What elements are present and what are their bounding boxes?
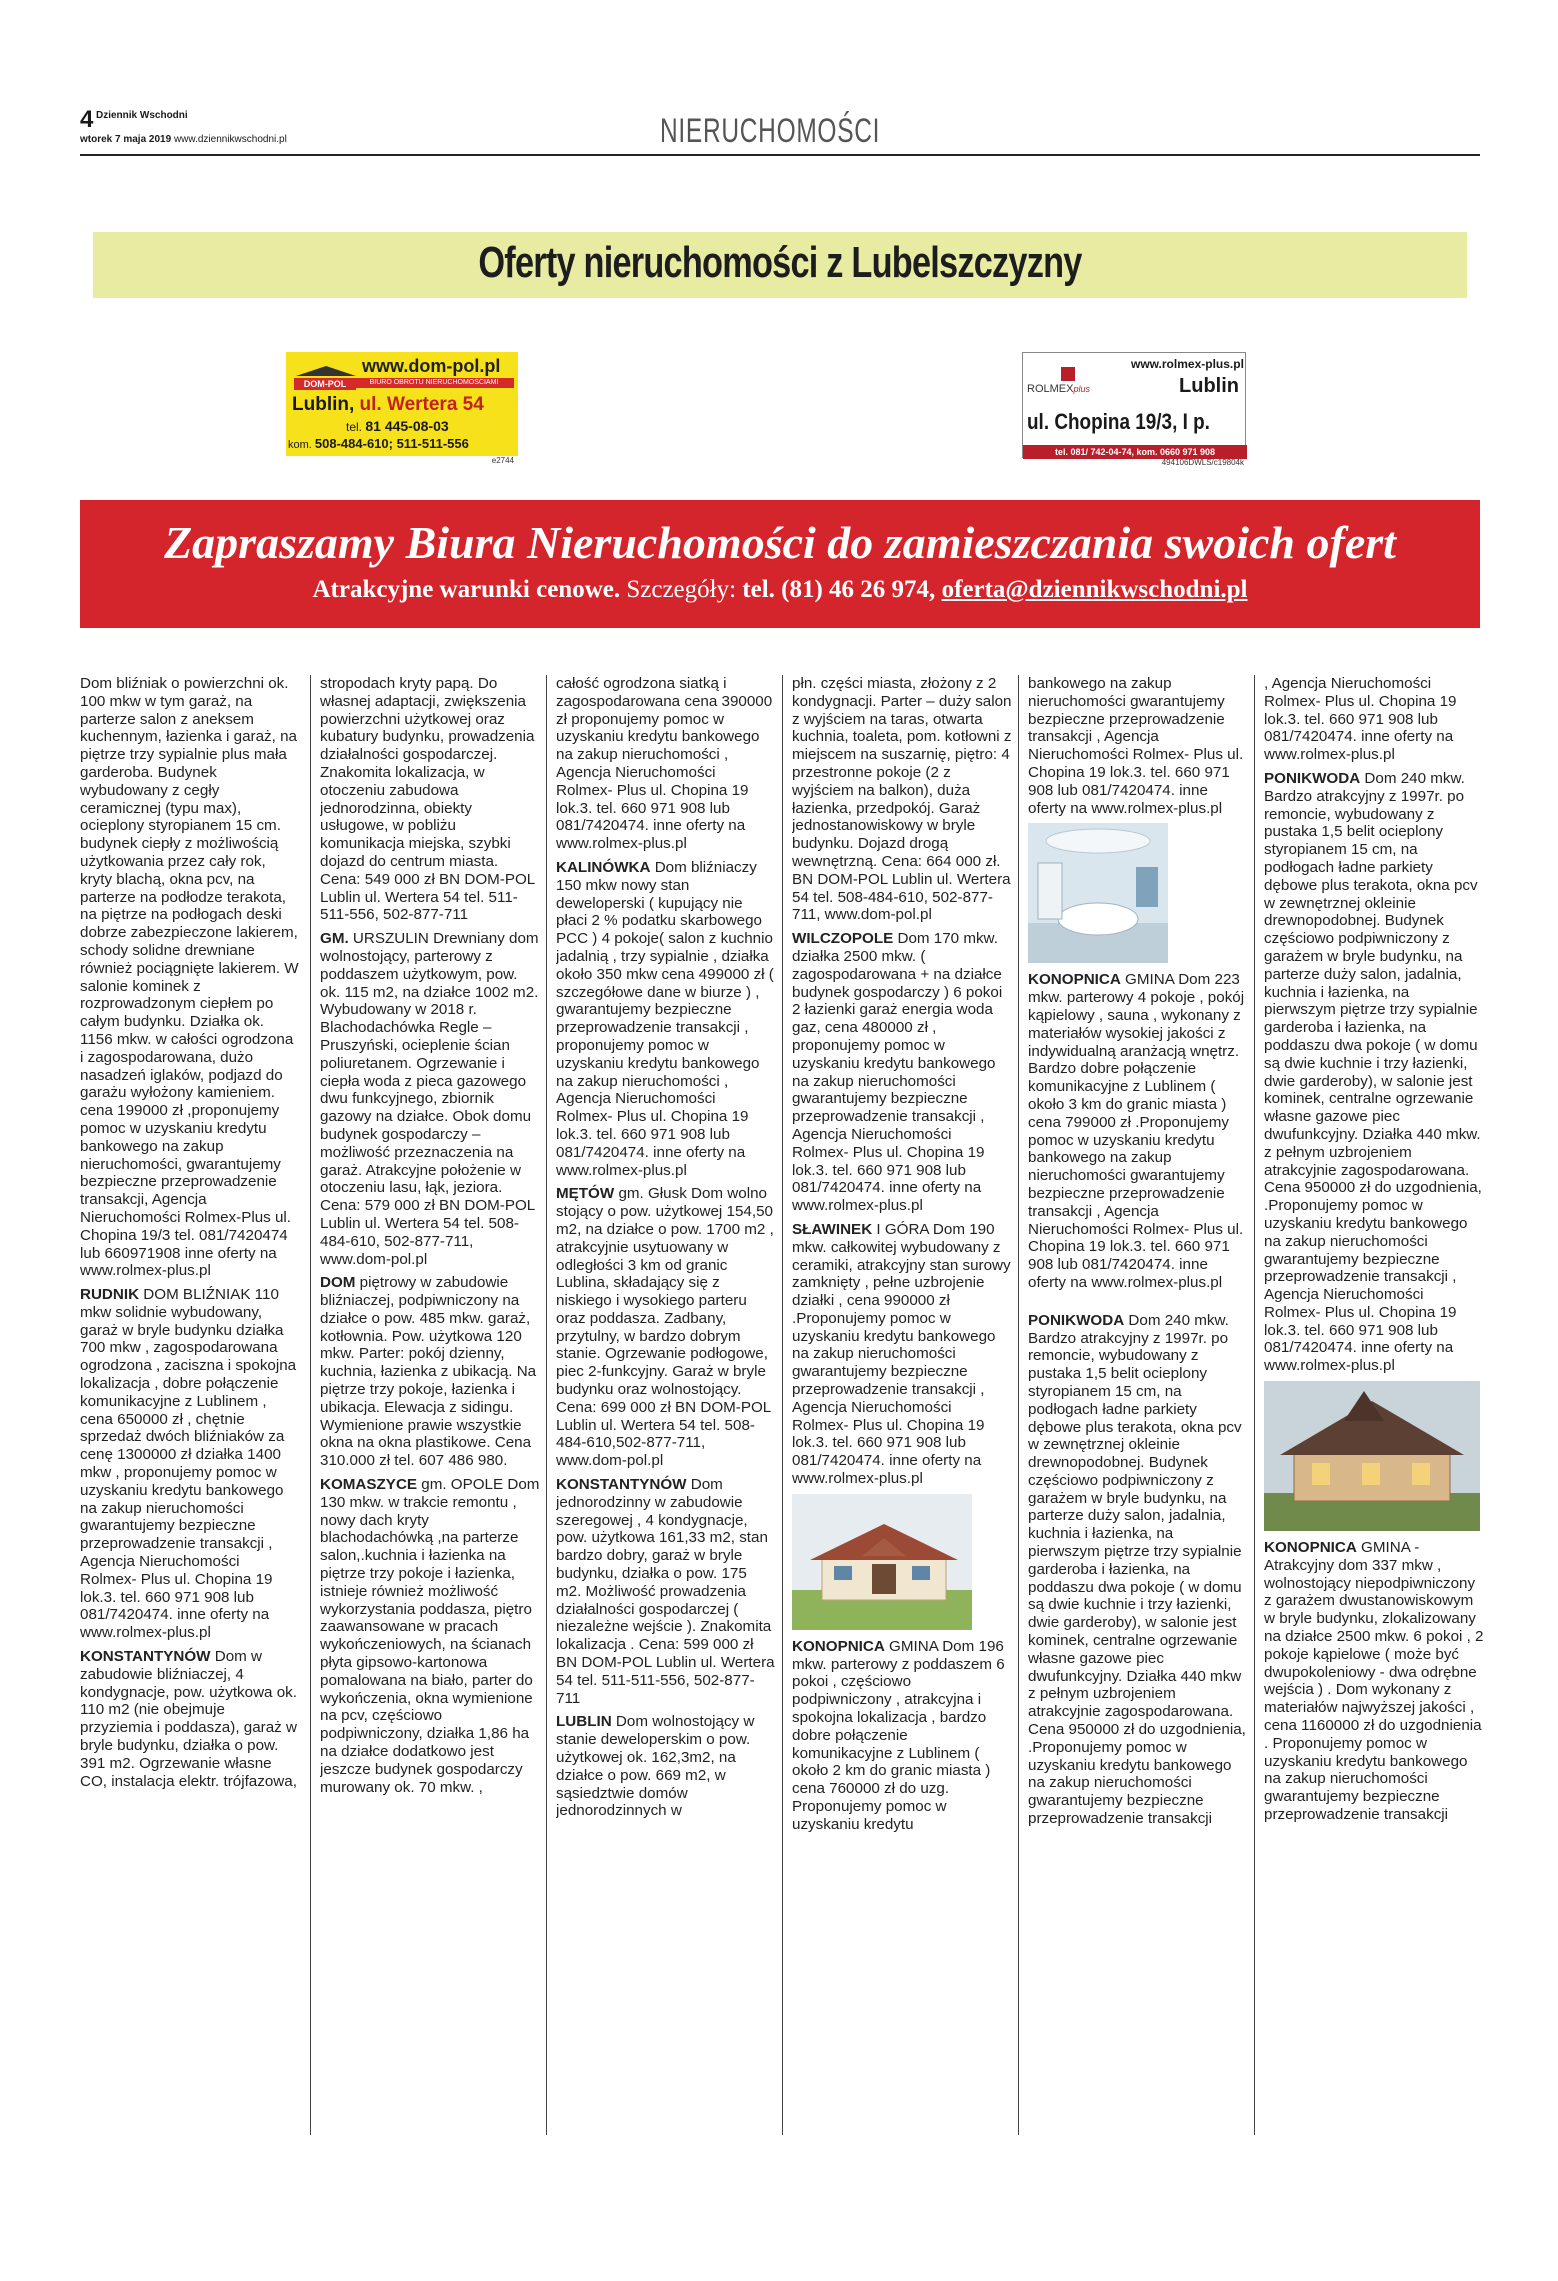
site-link[interactable]: www.dziennikwschodni.pl [173,134,287,145]
photo-house-window [834,1566,852,1580]
rolmex-brand-suffix: plus [1073,384,1090,394]
villa-photo [1264,1381,1480,1531]
listing-location: MĘTÓW [556,1185,615,1203]
listing-location: LUBLIN [556,1713,612,1731]
listing-text: Dom wolnostojący w stanie deweloperskim o pow. użytkowej ok. 162,3m2, na działce o pow. 669 m2, w sąsiedztwie domów jednorodzinnych w [556,1713,755,1820]
photo-window [1136,867,1158,907]
listing-location: KONSTANTYNÓW [80,1648,211,1666]
header-divider [80,154,1480,156]
listing-location: PONIKWODA [1264,769,1361,787]
title-band [93,232,1467,298]
photo-shower [1038,863,1062,919]
listing [320,675,540,924]
listing-text: , Agencja Nieruchomości Rolmex- Plus ul. Chopina 19 lok.3. tel. 660 971 908 lub 081/7420474. inne oferty na www.rolmex-plus.pl [1264,675,1457,764]
listing [792,930,1012,1215]
listing-location: KONOPNICA [792,1637,885,1655]
rolmex-street: ul. Chopina 19/3, I p. [1027,409,1210,434]
dompol-kom [288,436,469,451]
dompol-url[interactable]: www.dom-pol.pl [362,356,501,376]
column-2 [320,675,540,2135]
column-divider [782,675,783,2135]
promo-banner [80,500,1480,628]
rolmex-ad-code: 494106DWLS/c19804k [1161,458,1244,467]
column-3 [556,675,776,2135]
column-divider [1254,675,1255,2135]
listing-text: Dom 240 mkw. Bardzo atrakcyjny z 1997r. po remoncie, wybudowany z pustaka 1,5 belit ocieplony styropianem 15 cm, na podłogach ładne parkiety dębowe plus terakota, okna pcv w zewnętrznej okleinie drewnopodobnej. Budynek częściowo podpiwniczony z garażem w bryle budynku, na parterze duży salon, jadalnia, kuchnia i łazienka, na pierwszym piętrze trzy sypialnie garderoba i łazienka, na poddaszu dwa pokoje ( w domu są dwie kuchnie i trzy łazienki, dwie garderoby), w salonie jest kominek, centralne ogrzewanie własne gazowe piec dwufunkcyjny. Działka 440 mkw. z pełnym uzbrojeniem atrakcyjnie zagospodarowana. Cena 950000 zł do uzgodnienia, .Proponujemy pomoc w uzyskaniu kredytu bankowego na zakup nieruchomości gwarantujemy bezpieczne przeprowadzenie transakcji , Agencja Nieruchomości Rolmex- Plus ul. Chopina 19 lok.3. tel. 660 971 908 lub 081/7420474. inne oferty na www.rolmex-plus.pl [1264,769,1482,1375]
dompol-tel-number: 81 445-08-03 [365,418,449,434]
dompol-tel [346,418,449,434]
listing [792,1221,1012,1488]
listing [320,930,540,1268]
listing-text: URSZULIN Drewniany dom wolnostojący, parterowy z poddaszem użytkowym, pow. ok. 115 m2, na działce 1002 m2. Wybudowany w 2018 r. Blachodachówka Regle – Pruszyński, ocieplenie ścian poliuretanem. Ogrzewanie i ciepła woda z pieca gazowego dwu funkcyjnego, zbiornik gazowy na działce. Obok domu budynek gospodarczy – możliwość przeznaczenia na garaż. Atrakcyjne położenie w otoczeniu lasu, łąk, jeziora. Cena: 579 000 zł BN DOM-POL Lublin ul. Wertera 54 tel. 508-484-610, 502-877-711, www.dom-pol.pl [320,930,539,1268]
listing-location: KONOPNICA [1264,1539,1357,1557]
column-6 [1264,675,1484,2135]
listing-text: płn. części miasta, złożony z 2 kondygnacji. Parter – duży salon z wyjściem na taras, otwarta kuchnia, toaleta, pom. kotłowni z miejscem na suszarnię, piętro: 4 przestronne pokoje (2 z wyjściem na balkon), duża łazienka, przedpokój. Garaż jednostanowiskowy w bryle budynku. Dojazd drogą wewnętrzną. Cena: 664 000 zł. BN DOM-POL Lublin ul. Wertera 54 tel. 508-484-610, 502-877-711, www.dom-pol.pl [792,675,1012,924]
column-divider [1018,675,1019,2135]
photo-villa-window [1362,1463,1380,1485]
listing [1028,1312,1248,1828]
listing [556,859,776,1179]
banner-subline [80,576,1480,604]
ad-dompol-box [286,352,518,456]
listing [1028,971,1248,1291]
date-text: wtorek 7 maja 2019 [80,134,172,145]
photo-house-door [872,1564,896,1594]
listing-text: Dom 170 mkw. działka 2500 mkw. ( zagospodarowana + na działce budynek gospodarczy ) 6 pokoi 2 łazienki garaż energia woda gaz, cena 480000 zł , proponujemy pomoc w uzyskaniu kredytu bankowego na zakup nieruchomości gwarantujemy bezpieczne przeprowadzenie transakcji , Agencja Nieruchomości Rolmex- Plus ul. Chopina 19 lok.3. tel. 660 971 908 lub 081/7420474. inne oferty na www.rolmex-plus.pl [792,930,1003,1215]
listing [556,675,776,853]
photo-ceiling-light [1046,829,1150,853]
listing-location: KONSTANTYNÓW [556,1476,687,1494]
listing [792,1638,1012,1834]
rolmex-contact-bar: tel. 081/ 742-04-74, kom. 0660 971 908 [1023,445,1247,459]
listing-text: bankowego na zakup nieruchomości gwarantujemy bezpieczne przeprowadzenie transakcji , Agencja Nieruchomości Rolmex- Plus ul. Chopina 19 lok.3. tel. 660 971 908 lub 081/7420474. inne oferty na www.rolmex-plus.pl [1028,675,1244,817]
listing [80,1648,300,1790]
listing-location: RUDNIK [80,1286,140,1304]
listing-location: KOMASZYCE [320,1476,418,1494]
listing [320,1274,540,1470]
listing-location: GM. [320,930,349,948]
listing-text: Dom w zabudowie bliźniaczej, 4 kondygnacje, pow. użytkowa ok. 110 m2 (nie obejmuje przyziemia i poddasza), garaż w bryle budynku, działka o pow. 391 m2. Ogrzewanie własne CO, instalacja elektr. trójfazowa, [80,1648,297,1790]
dompol-kom-number: 508-484-610; 511-511-556 [314,436,469,451]
listing [1264,1539,1484,1824]
issue-date [80,134,287,146]
listing-text: Dom bliźniak o powierzchni ok. 100 mkw w tym garaż, na parterze salon z aneksem kuchennym, łazienka i garaż, na piętrze trzy sypialnie plus mała garderoba. Budynek wybudowany z cegły ceramicznej (typu max), ocieplony styropianem 15 cm. budynek ciepły z możliwością użytkowania przez cały rok, kryty blachą, okna pcv, na parterze na podłodze terakota, na piętrze na podłogach deski dobrze zabezpieczone lakierem, schody solidne drewniane również pociągnięte lakierem. W salonie kominek z rozprowadzonym ciepłem po całym budynku. Działka ok. 1156 mkw. w całości ogrodzona i zagospodarowana, dużo nasadzeń iglaków, podjazd do garażu wyłożony kamieniem. cena 199000 zł ,proponujemy pomoc w uzyskaniu kredytu bankowego na zakup nieruchomości, gwarantujemy bezpieczne przeprowadzenie transakcji, Agencja Nieruchomości Rolmex-Plus ul. Chopina 19/3 tel. 081/7420474 lub 660971908 inne oferty na www.rolmex-plus.pl [80,675,299,1280]
listing [556,1476,776,1707]
listing [320,1476,540,1796]
listing-text: gm. OPOLE Dom 130 mkw. w trakcie remontu , nowy dach kryty blachodachówką ,na parterze salon,.kuchnia i łazienka na piętrze trzy pokoje i łazienka, istnieje również możliwość wykorzystania poddasza, piętro zaawansowane w pracach wykończeniowych, na ścianach płyta gipsowo-kartonowa pomalowana na biało, parter do wykończenia, okna wymienione na pcv, częściowo podpiwniczony, działka 1,86 ha na działce dodatkowo jest jeszcze budynek gospodarczy murowany ok. 70 mkw. , [320,1476,540,1796]
ad-dompol[interactable] [286,352,518,465]
listing [80,675,300,1280]
listing-text: stropodach kryty papą. Do własnej adaptacji, zwiększenia powierzchni użytkowej oraz kubatury budynku, prowadzenia działalności gospodarczej. Znakomita lokalizacja, w otoczeniu zabudowa jednorodzinna, obiekty usługowe, w pobliżu komunikacja miejska, szybki dojazd do centrum miasta. Cena: 549 000 zł BN DOM-POL Lublin ul. Wertera 54 tel. 511-511-556, 502-877-711 [320,675,535,924]
listing-text: całość ogrodzona siatką i zagospodarowana cena 390000 zł proponujemy pomoc w uzyskaniu kredytu bankowego na zakup nieruchomości , Agencja Nieruchomości Rolmex- Plus ul. Chopina 19 lok.3. tel. 660 971 908 lub 081/7420474. inne oferty na www.rolmex-plus.pl [556,675,773,853]
listing-text: piętrowy w zabudowie bliźniaczej, podpiwniczony na działce o pow. 485 mkw. garaż, kotłownia. Pow. użytkowa 120 mkw. Parter: pokój dzienny, kuchnia, łazienka z ubikacją. Na piętrze trzy pokoje, łazienka i ubikacja. Elewacja z sidingu. Wymienione prawie wszystkie okna na okna plastikowe. Cena 310.000 zł tel. 607 486 980. [320,1274,537,1470]
dompol-tagline: BIURO OBROTU NIERUCHOMOŚCIAMI [354,378,514,388]
photo-house-window [912,1566,930,1580]
dompol-ad-code: e2744 [491,456,514,465]
banner-terms: Atrakcyjne warunki cenowe. [312,576,621,603]
column-1 [80,675,300,2135]
banner-email[interactable]: oferta@dziennikwschodni.pl [941,576,1248,603]
listing-location: PONIKWODA [1028,1311,1125,1329]
listings-columns [80,675,1484,2135]
listing [792,675,1012,924]
listing-location: KALINÓWKA [556,858,651,876]
listing [556,1185,776,1470]
listing-text: gm. Głusk Dom wolno stojący o pow. użytkowej 154,50 m2, na działce o pow. 1700 m2 , atrakcyjnie usytuowany w odległości 3 km od granic Lublina, składający się z niskiego i wysokiego parteru oraz poddasza. Zadbany, przytulny, w bardzo dobrym stanie. Ogrzewanie podłogowe, piec 2-funkcyjny. Garaż w bryle budynku oraz wolnostojący. Cena: 699 000 zł BN DOM-POL Lublin ul. Wertera 54 tel. 508-484-610,502-877-711, www.dom-pol.pl [556,1185,774,1470]
house-photo [792,1494,972,1630]
dompol-street: ul. Wertera 54 [359,394,484,415]
paper-name: Dziennik Wschodni [96,110,188,121]
listing-location: SŁAWINEK [792,1220,873,1238]
listing-text: DOM BLIŹNIAK 110 mkw solidnie wybudowany, garaż w bryle budynku działka 700 mkw , zagospodarowana ogrodzona , zaciszna i spokojna lokalizacja , dobre połączenie komunikacyjne z Lublinem , cena 650000 zł , chętnie sprzedaż dwóch bliźniaków za cenę 1300000 zł działka 1400 mkw , proponujemy pomoc w uzyskaniu kredytu bankowego na zakup nieruchomości gwarantujemy bezpieczne przeprowadzenie transakcji , Agencja Nieruchomości Rolmex- Plus ul. Chopina 19 lok.3. tel. 660 971 908 lub 081/7420474. inne oferty na www.rolmex-plus.pl [80,1286,297,1642]
listing-location: KONOPNICA [1028,971,1121,989]
page-title: Oferty nieruchomości z Lubelszczyzny [478,238,1082,287]
dompol-city: Lublin, [292,394,355,415]
section-title: NIERUCHOMOŚCI [660,112,881,150]
listing-location: DOM [320,1274,356,1292]
listing-text: GMINA Dom 223 mkw. parterowy 4 pokoje , pokój kąpielowy , sauna , wykonany z materiałów wysokiej jakości z indywidualną aranżacją wnętrz. Bardzo dobre połączenie komunikacyjne z Lublinem ( około 3 km do granic miasta ) cena 799000 zł .Proponujemy pomoc w uzyskaniu kredytu bankowego na zakup nieruchomości gwarantujemy bezpieczne przeprowadzenie transakcji , Agencja Nieruchomości Rolmex- Plus ul. Chopina 19 lok.3. tel. 660 971 908 lub 081/7420474. inne oferty na www.rolmex-plus.pl [1028,971,1245,1291]
listing [1028,675,1248,817]
bathroom-photo [1028,823,1168,963]
photo-villa-window [1312,1463,1330,1485]
listing [1264,675,1484,764]
photo-bathtub [1058,903,1138,935]
listing-text: Dom jednorodzinny w zabudowie szeregowej , 4 kondygnacje, pow. użytkowa 161,33 m2, stan bardzo dobry, garaż w bryle budynku, działka o pow. 175 m2. Możliwość prowadzenia działalności gospodarczej ( niezależne wejście ). Znakomita lokalizacja . Cena: 599 000 zł BN DOM-POL Lublin ul. Wertera 54 tel. 511-511-556, 502-877-711 [556,1476,775,1707]
photo-villa-window [1412,1463,1430,1485]
listing [80,1286,300,1642]
rolmex-brand [1027,383,1090,395]
dompol-logo [290,360,352,390]
column-4 [792,675,1012,2135]
rolmex-city: Lublin [1179,375,1239,397]
listing-text: GMINA Dom 196 mkw. parterowy z poddaszem 6 pokoi , częściowo podpiwniczony , atrakcyjna i spokojna lokalizacja , bardzo dobre połączenie komunikacyjne z Lublinem ( około 2 km do granic miasta ) cena 760000 zł do uzg. Proponujemy pomoc w uzyskaniu kredytu [792,1637,1005,1833]
ad-rolmex-box [1022,352,1246,458]
dompol-tel-label: tel. [346,420,363,434]
ad-rolmex[interactable] [1022,352,1246,468]
listing-text: Dom bliźniaczy 150 mkw nowy stan deweloperski ( kupujący nie płaci 2 % podatku skarbowego PCC ) 4 pokoje( salon z kuchnio jadalnią , trzy sypialnie , działka około 350 mkw cena 499000 zł ( szczegółowe dane w biurze ) , gwarantujemy bezpieczne przeprowadzenie transakcji , proponujemy pomoc w uzyskaniu kredytu bankowego na zakup nieruchomości , Agencja Nieruchomości Rolmex- Plus ul. Chopina 19 lok.3. tel. 660 971 908 lub 081/7420474. inne oferty na www.rolmex-plus.pl [556,858,774,1179]
page-header [80,108,1480,152]
listing-text: I GÓRA Dom 190 mkw. całkowitej wybudowany z ceramiki, atrakcyjny stan surowy zamknięty , pełne uzbrojenie działki , cena 990000 zł .Proponujemy pomoc w uzyskaniu kredytu bankowego na zakup nieruchomości gwarantujemy bezpieczne przeprowadzenie transakcji , Agencja Nieruchomości Rolmex- Plus ul. Chopina 19 lok.3. tel. 660 971 908 lub 081/7420474. inne oferty na www.rolmex-plus.pl [792,1220,1011,1488]
listing-location: WILCZOPOLE [792,930,894,948]
listing [1264,770,1484,1375]
dompol-kom-label: kom. [288,439,312,451]
column-divider [310,675,311,2135]
listing-text: GMINA - Atrakcyjny dom 337 mkw , wolnostojący niepodpiwniczony z garażem dwustanowiskowym w bryle budynku, zlokalizowany na działce 2500 mkw. 6 pokoi , 2 pokoje kąpielowe ( może być dwupokoleniowy - dwa odrębne wejścia ) . Dom wykonany z materiałów najwyższej jakości , cena 1160000 zł do uzgodnienia . Proponujemy pomoc w uzyskaniu kredytu bankowego na zakup nieruchomości gwarantujemy bezpieczne przeprowadzenie transakcji [1264,1539,1484,1824]
rolmex-logo [1027,367,1099,403]
column-divider [546,675,547,2135]
listing [556,1713,776,1820]
banner-headline: Zapraszamy Biura Nieruchomości do zamieszczania swoich ofert [164,517,1396,568]
listing-text: Dom 240 mkw. Bardzo atrakcyjny z 1997r. po remoncie, wybudowany z pustaka 1,5 belit ocieplony styropianem 15 cm, na podłogach ładne parkiety dębowe plus terakota, okna pcv w zewnętrznej okleinie drewnopodobnej. Budynek częściowo podpiwniczony z garażem w bryle budynku, na parterze duży salon, jadalnia, kuchnia i łazienka, na pierwszym piętrze trzy sypialnie garderoba i łazienka, na poddaszu dwa pokoje ( w domu są dwie kuchnie i trzy łazienki, dwie garderoby), w salonie jest kominek, centralne ogrzewanie własne gazowe piec dwufunkcyjny. Działka 440 mkw z pełnym uzbrojeniem atrakcyjnie zagospodarowana. Cena 950000 zł do uzgodnienia, .Proponujemy pomoc w uzyskaniu kredytu bankowego na zakup nieruchomości gwarantujemy bezpieczne przeprowadzenie transakcji [1028,1311,1246,1828]
page-number: 4 [80,106,94,133]
dompol-brand: DOM-POL [294,378,356,390]
rolmex-url[interactable]: www.rolmex-plus.pl [1131,357,1244,371]
rolmex-brand-name: ROLMEX [1027,383,1074,395]
column-5 [1028,675,1248,2135]
rolmex-square-icon [1061,367,1075,381]
banner-details-label: Szczegóły: [620,576,743,603]
house-roof-icon [296,366,356,376]
dompol-address [292,394,484,416]
banner-phone[interactable]: tel. (81) 46 26 974, [742,576,936,603]
